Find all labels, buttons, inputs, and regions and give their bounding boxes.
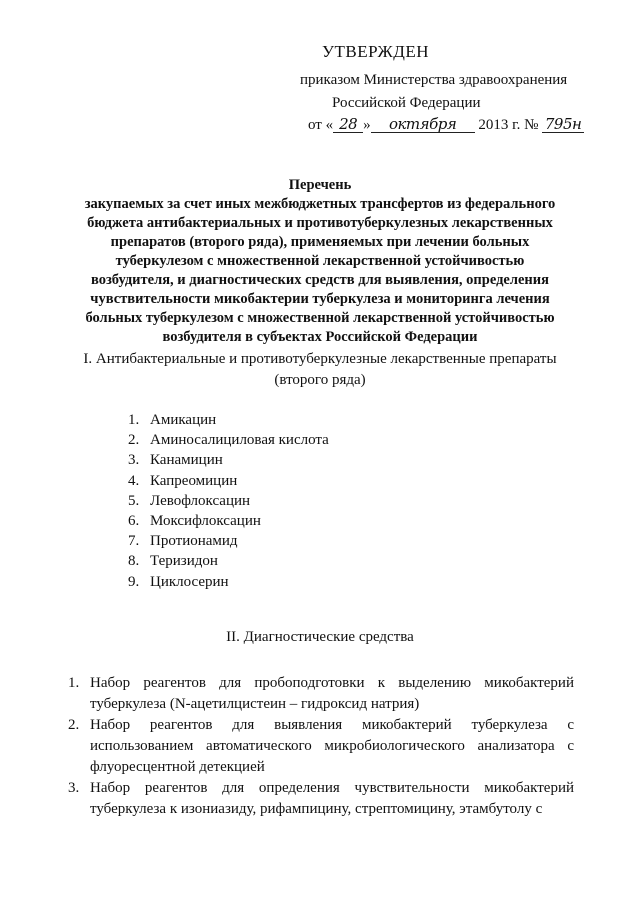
list-item: [128, 572, 329, 592]
title-line: возбудителя в субъектах Российской Федерации: [162, 329, 478, 345]
list-item-text-line: туберкулеза к изониазиду, рифампицину, стрептомицину, этамбутолу с: [90, 801, 543, 817]
section2-heading: II. Диагностические средства: [226, 629, 414, 645]
list-item: [128, 410, 329, 430]
list-item-text-line: Набор реагентов для определения чувствительности микобактерий: [90, 780, 574, 796]
list-item-name: Канамицин: [150, 452, 223, 469]
list-item: [128, 471, 329, 491]
section1-heading-line2: (второго ряда): [274, 372, 366, 388]
title-line: больных туберкулезом с множественной лекарственной устойчивостью: [85, 310, 555, 326]
title-line: чувствительности микобактерии туберкулеза и мониторинга лечения: [90, 291, 550, 307]
approval-heading: УТВЕРЖДЕН: [322, 42, 429, 61]
list-item-name: Циклосерин: [150, 573, 229, 590]
list-item-number: 3.: [68, 780, 80, 796]
list-item-number: 1.: [128, 412, 140, 428]
list-item: [68, 778, 574, 820]
list-item-number: 2.: [68, 717, 80, 733]
title-line: препаратов (второго ряда), применяемых при лечении больных: [110, 234, 530, 250]
list-item-number: 9.: [128, 573, 140, 590]
list-item-number: 5.: [128, 492, 140, 509]
list-item: [128, 531, 329, 551]
list-item: [128, 511, 329, 531]
section1-heading: [70, 349, 570, 391]
document-title: [70, 176, 570, 347]
list-item-text-line: Набор реагентов для выявления микобактерий туберкулеза с: [90, 717, 574, 733]
date-day-handwritten: 28: [333, 117, 363, 133]
date-day-suffix: »: [363, 117, 371, 133]
date-prefix: от «: [308, 117, 334, 133]
title-word: Перечень: [288, 177, 352, 193]
list-item-number: 6.: [128, 512, 140, 529]
date-year: 2013 г. №: [478, 117, 539, 133]
section1-heading-line1: I. Антибактериальные и противотуберкулезные лекарственные препараты: [83, 351, 557, 367]
approval-order-line2: Российской Федерации: [332, 95, 481, 111]
list-item: [128, 491, 329, 511]
list-item-text-line: использованием автоматического микробиологического анализатора с: [90, 738, 574, 754]
list-item-number: 1.: [68, 675, 80, 691]
approval-date-line: [308, 117, 584, 134]
list-item-name: Аминосалициловая кислота: [150, 432, 329, 449]
drug-list: [128, 410, 329, 592]
list-item: [68, 673, 574, 715]
title-line: туберкулезом с множественной лекарственной устойчивостью: [115, 253, 525, 269]
list-item-number: 8.: [128, 553, 140, 570]
list-item-name: Протионамид: [150, 533, 238, 550]
list-item-number: 4.: [128, 472, 140, 489]
list-item-text-line: туберкулеза (N-ацетилцистеин – гидроксид натрия): [90, 696, 420, 712]
date-month-handwritten: октября: [371, 117, 475, 133]
list-item: [68, 715, 574, 778]
list-item-number: 3.: [128, 452, 140, 469]
title-line: бюджета антибактериальных и противотуберкулезных лекарственных: [87, 215, 553, 231]
title-line: закупаемых за счет иных межбюджетных трансфертов из федерального: [84, 196, 556, 212]
list-item-name: Теризидон: [150, 553, 218, 570]
list-item: [128, 551, 329, 571]
title-line: возбудителя, и диагностических средств для выявления, определения: [90, 272, 549, 288]
list-item-text-line: Набор реагентов для пробоподготовки к выделению микобактерий: [90, 675, 574, 691]
order-number-handwritten: 795н: [542, 117, 584, 133]
approval-order-line1: приказом Министерства здравоохранения: [300, 72, 568, 88]
list-item: [128, 450, 329, 470]
list-item-number: 2.: [128, 432, 140, 449]
list-item-name: Моксифлоксацин: [150, 512, 261, 529]
list-item-name: Амикацин: [150, 412, 217, 428]
diagnostics-list: [68, 673, 574, 820]
title-lines: [70, 195, 570, 347]
list-item-name: Левофлоксацин: [150, 492, 251, 509]
list-item-number: 7.: [128, 533, 140, 550]
list-item: [128, 430, 329, 450]
list-item-text-line: флуоресцентной детекцией: [90, 759, 265, 775]
list-item-name: Капреомицин: [150, 472, 238, 489]
